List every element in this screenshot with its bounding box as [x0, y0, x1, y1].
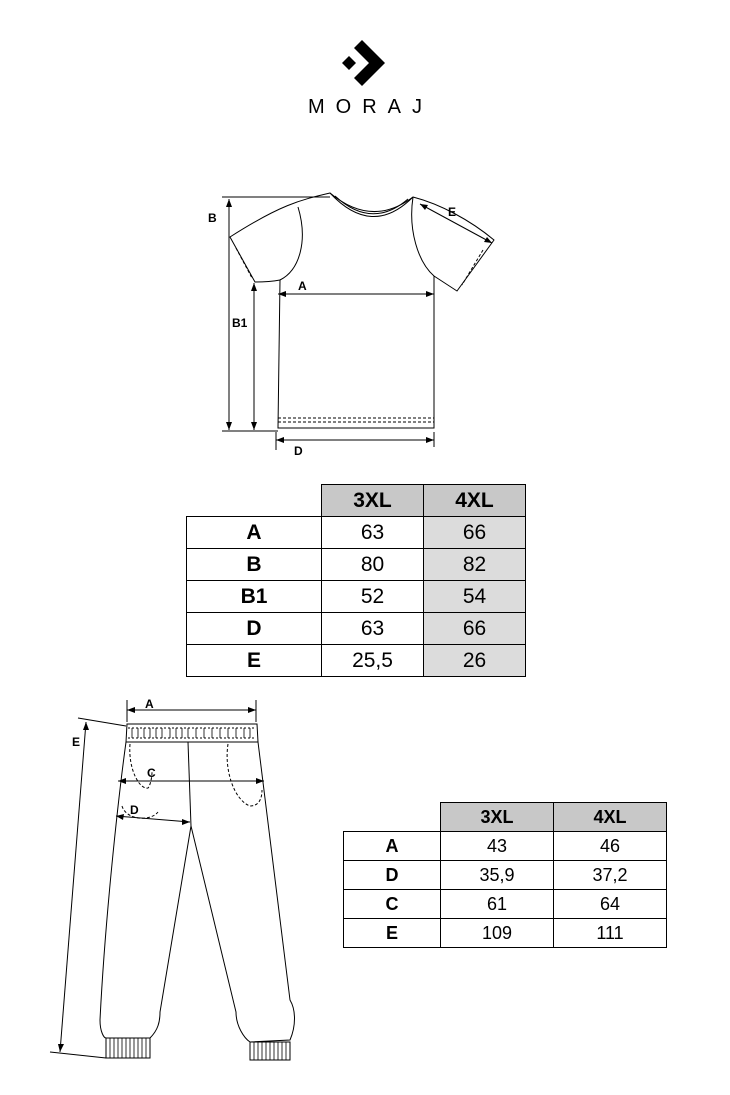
pants-label-C: C: [147, 766, 156, 780]
column-header: 3XL: [322, 485, 424, 517]
table-row: [187, 581, 526, 613]
table-header-row: [344, 803, 667, 832]
table-row: [344, 861, 667, 890]
table-row: [344, 832, 667, 861]
table-cell: 54: [424, 581, 526, 613]
row-label: A: [344, 832, 441, 861]
row-label: E: [187, 645, 322, 677]
row-label: C: [344, 890, 441, 919]
row-label: A: [187, 517, 322, 549]
pants-label-A: A: [145, 697, 154, 711]
column-header: 3XL: [441, 803, 554, 832]
table-cell: 61: [441, 890, 554, 919]
row-label: D: [187, 613, 322, 645]
table-header-row: [187, 485, 526, 517]
table-cell: 46: [554, 832, 667, 861]
table-cell: 63: [322, 613, 424, 645]
table-cell: 66: [424, 517, 526, 549]
table-row: [187, 613, 526, 645]
table-row: [344, 890, 667, 919]
table-corner: [344, 803, 441, 832]
table-cell: 26: [424, 645, 526, 677]
table-cell: 25,5: [322, 645, 424, 677]
table-cell: 35,9: [441, 861, 554, 890]
column-header: 4XL: [424, 485, 526, 517]
table-cell: 52: [322, 581, 424, 613]
label-E: E: [448, 205, 457, 219]
row-label: E: [344, 919, 441, 948]
table-row: [344, 919, 667, 948]
pants-label-D: D: [130, 803, 139, 817]
label-B1: B1: [232, 316, 248, 330]
table-row: [187, 645, 526, 677]
table-corner: [187, 485, 322, 517]
pants-label-E: E: [72, 735, 81, 749]
table-cell: 80: [322, 549, 424, 581]
table-cell: 43: [441, 832, 554, 861]
row-label: B: [187, 549, 322, 581]
row-label: B1: [187, 581, 322, 613]
table-cell: 63: [322, 517, 424, 549]
table-cell: 37,2: [554, 861, 667, 890]
table-cell: 109: [441, 919, 554, 948]
column-header: 4XL: [554, 803, 667, 832]
table-cell: 64: [554, 890, 667, 919]
pants-diagram: [45, 690, 315, 1070]
label-B: B: [208, 211, 217, 225]
label-D: D: [294, 444, 303, 458]
pants-size-table: [343, 802, 667, 948]
row-label: D: [344, 861, 441, 890]
brand-name: MORAJ: [308, 96, 433, 118]
table-row: [187, 549, 526, 581]
brand-logo: [0, 40, 730, 119]
table-cell: 82: [424, 549, 526, 581]
table-row: [187, 517, 526, 549]
tshirt-size-table: [186, 484, 526, 677]
label-A: A: [298, 279, 307, 293]
table-cell: 111: [554, 919, 667, 948]
table-cell: 66: [424, 613, 526, 645]
moraj-chevron-logo-icon: [340, 40, 390, 86]
tshirt-diagram: [200, 180, 510, 465]
